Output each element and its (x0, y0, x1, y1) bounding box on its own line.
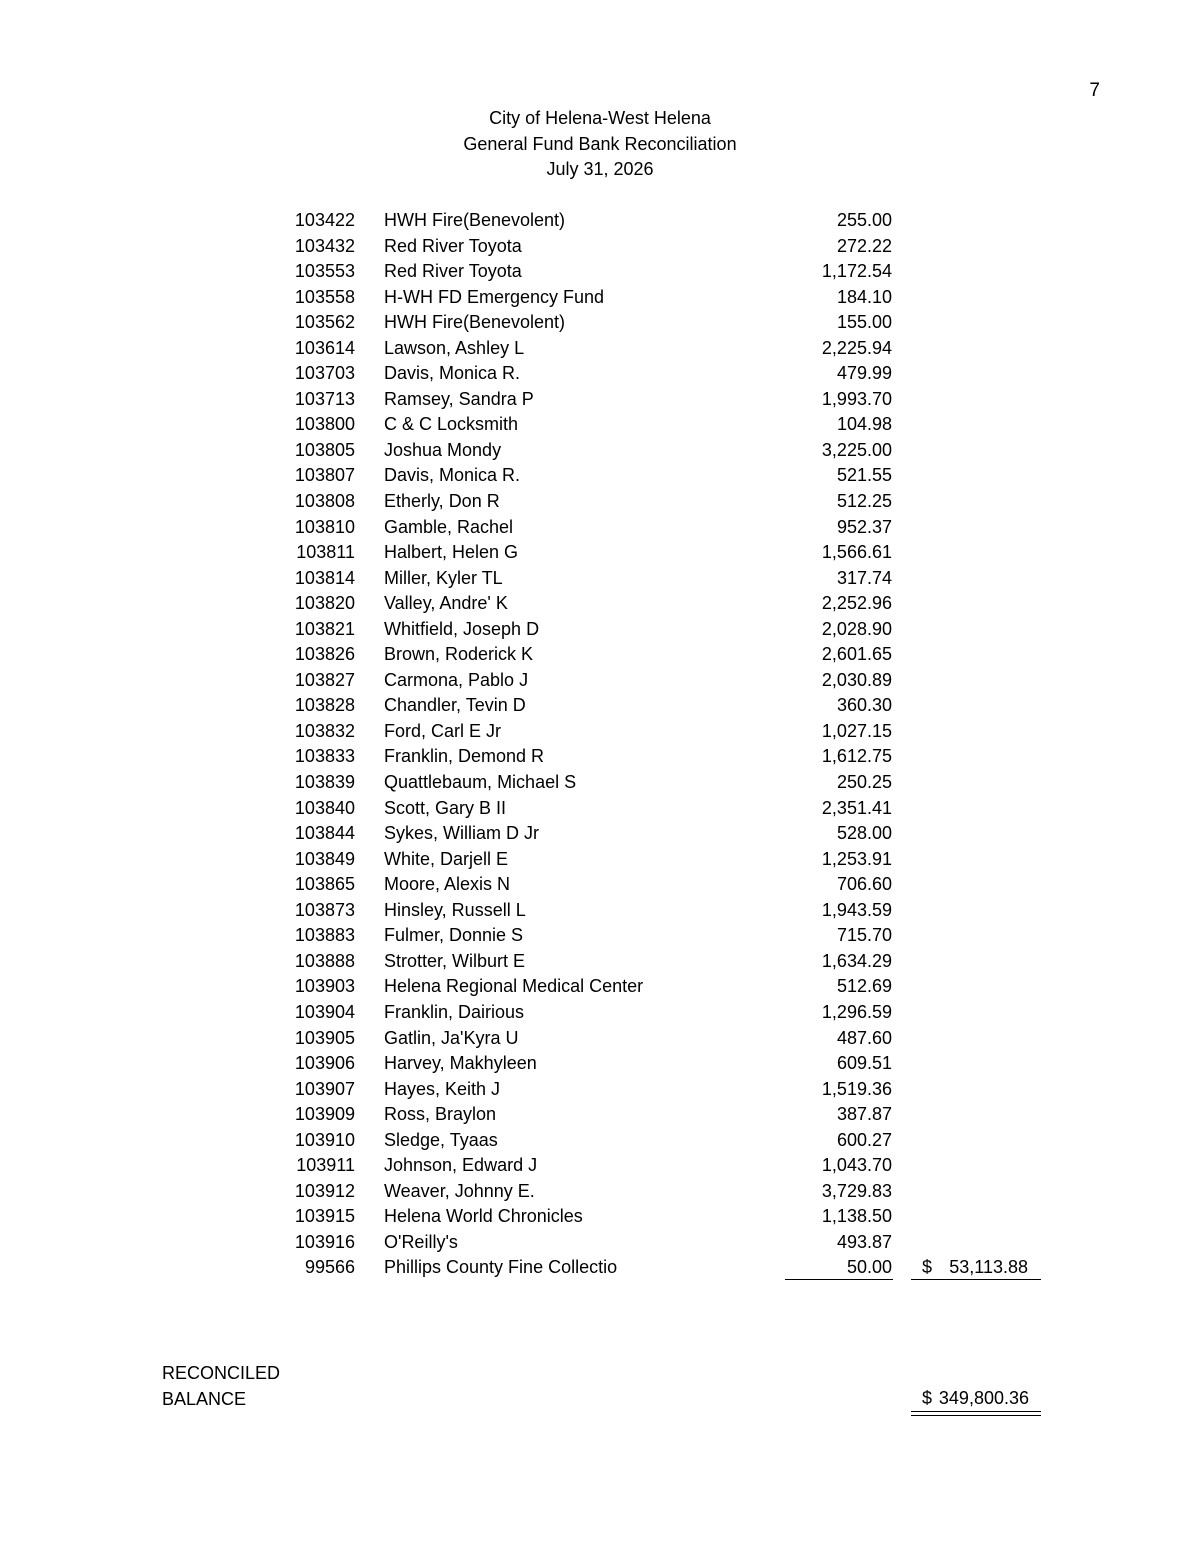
check-amount: 250.25 (836, 772, 892, 793)
check-amount: 1,043.70 (821, 1155, 892, 1176)
payee-name: Ford, Carl E Jr (384, 720, 502, 741)
payee-name: Davis, Monica R. (384, 363, 521, 384)
check-number: 103904 (294, 1001, 355, 1022)
check-amount: 715.70 (836, 925, 892, 946)
check-row (0, 642, 1200, 668)
payee-name: Moore, Alexis N (384, 874, 511, 895)
double-underline (911, 1411, 1041, 1416)
check-row (0, 1179, 1200, 1205)
check-number: 103888 (294, 950, 355, 971)
check-row (0, 1000, 1200, 1026)
payee-name: Valley, Andre' K (384, 593, 508, 614)
check-amount: 2,030.89 (821, 669, 892, 690)
payee-name: Miller, Kyler TL (384, 567, 503, 588)
check-row (0, 336, 1200, 362)
check-amount: 3,225.00 (821, 439, 892, 460)
check-amount: 479.99 (836, 363, 892, 384)
check-number: 103883 (294, 925, 355, 946)
check-amount: 600.27 (836, 1129, 892, 1150)
check-number: 103810 (294, 516, 355, 537)
check-amount: 521.55 (836, 465, 892, 486)
payee-name: Red River Toyota (384, 235, 522, 256)
check-number: 103820 (294, 593, 355, 614)
reconciled-label-line1: RECONCILED (162, 1363, 281, 1383)
payee-name: Franklin, Demond R (384, 746, 545, 767)
check-row (0, 1077, 1200, 1103)
reconciled-label-line2: BALANCE (162, 1388, 247, 1409)
payee-name: Red River Toyota (384, 261, 522, 282)
page-number: 7 (1089, 80, 1100, 101)
check-amount: 512.69 (836, 976, 892, 997)
check-row (0, 617, 1200, 643)
check-number: 103865 (294, 874, 355, 895)
check-amount: 512.25 (836, 491, 892, 512)
check-row (0, 949, 1200, 975)
payee-name: White, Darjell E (384, 848, 509, 869)
check-number: 103905 (294, 1027, 355, 1048)
check-number: 103839 (294, 772, 355, 793)
check-amount: 255.00 (836, 210, 892, 230)
check-row (0, 259, 1200, 285)
payee-name: Quattlebaum, Michael S (384, 772, 577, 793)
payee-name: Johnson, Edward J (384, 1155, 538, 1176)
check-number: 103911 (296, 1155, 355, 1176)
payee-name: Helena World Chronicles (384, 1206, 583, 1227)
check-number: 103910 (294, 1129, 355, 1150)
payee-name: Hinsley, Russell L (384, 899, 526, 920)
check-amount: 155.00 (836, 312, 892, 333)
payee-name: HWH Fire(Benevolent) (384, 210, 566, 230)
amount-column-underline (785, 1279, 893, 1280)
payee-name: Ross, Braylon (384, 1104, 497, 1125)
check-amount: 1,172.54 (821, 261, 892, 282)
check-row (0, 796, 1200, 822)
check-number: 103811 (296, 542, 355, 563)
payee-name: Halbert, Helen G (384, 542, 519, 563)
payee-name: Ramsey, Sandra P (384, 388, 534, 409)
check-amount: 2,351.41 (821, 797, 892, 818)
check-row (0, 1204, 1200, 1230)
check-number: 103814 (294, 567, 355, 588)
check-amount: 1,296.59 (821, 1001, 892, 1022)
check-amount: 1,943.59 (821, 899, 892, 920)
check-number: 103826 (294, 644, 355, 665)
payee-name: Phillips County Fine Collectio (384, 1257, 618, 1278)
payee-name: Harvey, Makhyleen (384, 1053, 537, 1074)
payee-name: Carmona, Pablo J (384, 669, 529, 690)
check-amount: 387.87 (836, 1104, 892, 1125)
check-row (0, 361, 1200, 387)
check-row (0, 1128, 1200, 1154)
check-row (0, 591, 1200, 617)
check-number: 103916 (294, 1231, 355, 1252)
check-number: 103703 (294, 363, 355, 384)
payee-name: Franklin, Dairious (384, 1001, 525, 1022)
check-number: 103713 (294, 388, 355, 409)
check-amount: 706.60 (836, 874, 892, 895)
payee-name: Joshua Mondy (384, 439, 502, 460)
check-row (0, 872, 1200, 898)
check-number: 103805 (294, 439, 355, 460)
check-amount: 1,612.75 (821, 746, 892, 767)
check-amount: 317.74 (836, 567, 892, 588)
payee-name: H-WH FD Emergency Fund (384, 286, 605, 307)
check-number: 103909 (294, 1104, 355, 1125)
check-number: 103422 (294, 210, 355, 230)
reconciled-balance-label (162, 1361, 280, 1412)
report-date: July 31, 2026 (546, 159, 654, 179)
check-amount: 360.30 (836, 695, 892, 716)
check-number: 103827 (294, 669, 355, 690)
check-amount: 50.00 (846, 1257, 892, 1278)
check-amount: 1,027.15 (821, 720, 892, 741)
check-number: 103912 (294, 1180, 355, 1201)
subtotal-underline (911, 1279, 1041, 1280)
check-amount: 184.10 (836, 286, 892, 307)
payee-name: Lawson, Ashley L (384, 337, 525, 358)
check-number: 103562 (294, 312, 355, 333)
check-row (0, 744, 1200, 770)
reconciled-balance-value (911, 1386, 1041, 1411)
check-amount: 272.22 (836, 235, 892, 256)
check-row (0, 1153, 1200, 1179)
check-row (0, 234, 1200, 260)
check-amount: 2,252.96 (821, 593, 892, 614)
payee-name: Strotter, Wilburt E (384, 950, 526, 971)
payee-name: Chandler, Tevin D (384, 695, 526, 716)
check-number: 99566 (304, 1257, 355, 1278)
payee-name: Sykes, William D Jr (384, 823, 540, 844)
check-amount: 1,519.36 (821, 1078, 892, 1099)
payee-name: Sledge, Tyaas (384, 1129, 498, 1150)
outstanding-checks-total (911, 1255, 1029, 1281)
payee-name: Davis, Monica R. (384, 465, 521, 486)
subtotal-currency-symbol: $ (922, 1257, 933, 1278)
check-amount: 1,993.70 (821, 388, 892, 409)
check-amount: 1,138.50 (821, 1206, 892, 1227)
payee-name: Etherly, Don R (384, 491, 500, 512)
check-amount: 952.37 (836, 516, 892, 537)
outstanding-checks-list (0, 208, 1200, 1281)
check-number: 103906 (294, 1053, 355, 1074)
check-number: 103558 (294, 286, 355, 307)
check-row (0, 974, 1200, 1000)
check-number: 103849 (294, 848, 355, 869)
payee-name: O'Reilly's (384, 1231, 458, 1252)
check-number: 103821 (294, 618, 355, 639)
check-row (0, 489, 1200, 515)
check-amount: 104.98 (836, 414, 892, 435)
check-amount: 609.51 (836, 1053, 892, 1074)
check-amount: 1,253.91 (821, 848, 892, 869)
subtotal-amount: 53,113.88 (949, 1257, 1028, 1278)
check-number: 103553 (294, 261, 355, 282)
check-number: 103828 (294, 695, 355, 716)
check-row (0, 1102, 1200, 1128)
check-number: 103807 (294, 465, 355, 486)
check-number: 103844 (294, 823, 355, 844)
check-row (0, 668, 1200, 694)
report-title: General Fund Bank Reconciliation (463, 133, 737, 154)
payee-name: HWH Fire(Benevolent) (384, 312, 566, 333)
payee-name: Whitfield, Joseph D (384, 618, 540, 639)
check-row (0, 285, 1200, 311)
check-row (0, 719, 1200, 745)
reconciled-currency-symbol: $ (922, 1388, 933, 1408)
check-amount: 2,601.65 (821, 644, 892, 665)
check-row (0, 208, 1200, 234)
payee-name: Gatlin, Ja'Kyra U (384, 1027, 519, 1048)
check-number: 103832 (294, 720, 355, 741)
check-row (0, 515, 1200, 541)
payee-name: Helena Regional Medical Center (384, 976, 644, 997)
check-number: 103800 (294, 414, 355, 435)
check-row (0, 540, 1200, 566)
check-number: 103808 (294, 491, 355, 512)
payee-name: Fulmer, Donnie S (384, 925, 524, 946)
check-row (0, 566, 1200, 592)
check-row (0, 1230, 1200, 1256)
check-row (0, 1051, 1200, 1077)
payee-name: C & C Locksmith (384, 414, 519, 435)
check-row (0, 770, 1200, 796)
check-number: 103833 (294, 746, 355, 767)
check-number: 103907 (294, 1078, 355, 1099)
check-amount: 3,729.83 (821, 1180, 892, 1201)
check-row (0, 1026, 1200, 1052)
payee-name: Hayes, Keith J (384, 1078, 501, 1099)
payee-name: Scott, Gary B II (384, 797, 507, 818)
check-number: 103840 (294, 797, 355, 818)
check-number: 103915 (294, 1206, 355, 1227)
check-amount: 2,028.90 (821, 618, 892, 639)
reconciled-balance-amount: 349,800.36 (938, 1388, 1029, 1408)
check-row (0, 387, 1200, 413)
check-number: 103614 (294, 337, 355, 358)
payee-name: Weaver, Johnny E. (384, 1180, 535, 1201)
check-amount: 1,566.61 (821, 542, 892, 563)
check-row (0, 923, 1200, 949)
check-amount: 528.00 (836, 823, 892, 844)
check-row (0, 412, 1200, 438)
check-amount: 1,634.29 (821, 950, 892, 971)
entity-name: City of Helena-West Helena (489, 108, 711, 128)
check-row (0, 821, 1200, 847)
payee-name: Brown, Roderick K (384, 644, 534, 665)
check-number: 103903 (294, 976, 355, 997)
check-number: 103873 (294, 899, 355, 920)
check-row (0, 693, 1200, 719)
check-amount: 487.60 (836, 1027, 892, 1048)
check-row (0, 847, 1200, 873)
check-row (0, 310, 1200, 336)
check-row (0, 438, 1200, 464)
check-amount: 2,225.94 (821, 337, 892, 358)
payee-name: Gamble, Rachel (384, 516, 514, 537)
document-header (0, 106, 1200, 183)
check-amount: 493.87 (836, 1231, 892, 1252)
check-row (0, 1255, 1200, 1281)
check-row (0, 463, 1200, 489)
check-row (0, 898, 1200, 924)
check-number: 103432 (294, 235, 355, 256)
